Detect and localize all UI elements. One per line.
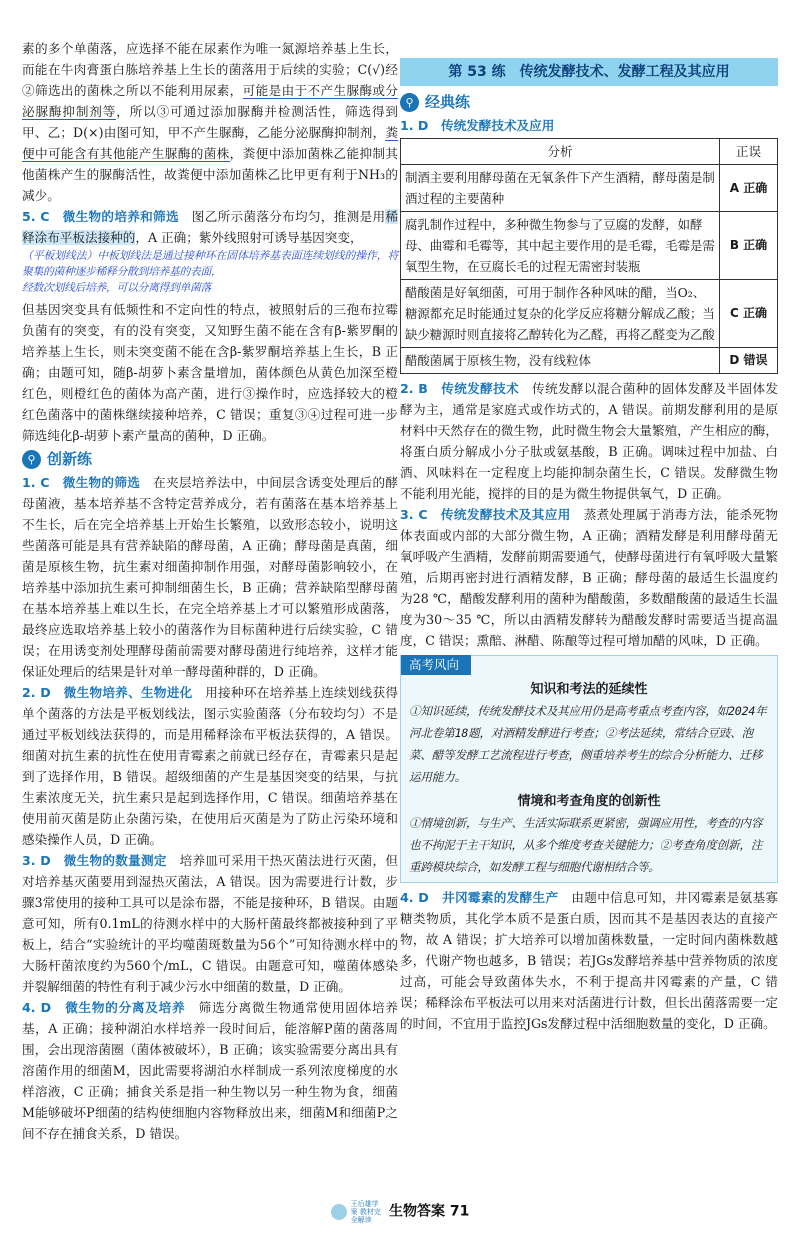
brand-name: 王后雄学案 教材完全解读 xyxy=(350,1200,381,1224)
answer-head: 4. D 井冈霉素的发酵生产 xyxy=(400,890,559,905)
exam-trend-box xyxy=(400,655,778,883)
answer-c4 xyxy=(22,997,398,1144)
header-analysis: 分析 xyxy=(401,139,720,165)
answer-head: 2. D 微生物培养、生物进化 xyxy=(22,685,193,700)
answer-5-highlight: 稀释涂布平板法接种的 xyxy=(22,209,398,245)
answer-5-head: 5. C 微生物的培养和筛选 xyxy=(22,209,179,224)
table-header-row xyxy=(401,139,778,165)
chapter-banner: 第 53 练 传统发酵技术、发酵工程及其应用 xyxy=(400,58,778,86)
answer-body: 培养皿可采用干热灭菌法进行灭菌，但对培养基灭菌要用到湿热灭菌法，A 错误。因为需要进行计数，步骤3常使用的接种工具可以是涂布器，不能是接种环，B 错误。由题意可知，所有0.1mL的待测水样中的大肠杆菌最终都被接种到了平板上，结合“实验统计的平均噬菌斑数量为56个”可知待测水样中的大肠杆菌浓度约为560个/mL，C 错误。由题意可知，噬菌体感染并裂解细菌的特性有利于减少污水中细菌的数量，D 正确。 xyxy=(22,853,399,994)
intro-underline-1: 可能是由于不产生脲酶或分泌脲酶抑制剂等 xyxy=(22,83,399,119)
intro-underline-2: 粪便中可能含有其他能产生脲酶的菌株 xyxy=(22,125,398,161)
answer-c3 xyxy=(22,850,398,997)
answer-4 xyxy=(400,887,778,1034)
answer-5-text-1: 图乙所示菌落分布均匀，推测是用 xyxy=(178,209,386,224)
answer-head: 4. D 微生物的分离及培养 xyxy=(22,1000,186,1015)
answer-body: 用接种环在培养基上连续划线获得单个菌落的方法是平板划线法，图示实验菌落（分布较均匀）不是通过平板划线法获得的，而是用稀释涂布平板法获得的，A 错误。细菌对抗生素的抗性在使用青霉素之前就已经存在，青霉素只是起到了选择作用，B 错误。超级细菌的产生是基因突变的结果，与抗生素浓度无关，抗生素只是起到选择作用，C 错误。细菌培养基在使用前灭菌是防止杂菌污染，在使用后灭菌是为了防止污染环境和感染操作人员，D 正确。 xyxy=(22,685,398,847)
brand-logo-icon xyxy=(331,1204,347,1220)
section-title: 经典练 xyxy=(425,93,471,111)
cell-analysis: 制酒主要利用酵母菌在无氧条件下产生酒精，酵母菌是制酒过程的主要菌种 xyxy=(401,165,720,212)
cell-verdict: A 正确 xyxy=(720,165,778,212)
intro-text-2: ，所以③可通过添加脲酶并检测活性，筛选得到甲、乙；D(×)由图可知，甲不产生脲酶，乙能分泌脲酶抑制剂， xyxy=(22,104,399,140)
page-number: 生物答案 71 xyxy=(389,1203,470,1220)
cell-analysis: 醋酸菌属于原核生物，没有线粒体 xyxy=(401,348,720,374)
trend-heading-1: 知识和考法的延续性 xyxy=(530,682,648,697)
analysis-table xyxy=(400,138,778,374)
trend-heading-2: 情境和考查角度的创新性 xyxy=(517,794,661,809)
search-icon: ⚲ xyxy=(400,93,419,112)
cell-analysis: 腐乳制作过程中，多种微生物参与了豆腐的发酵，如酵母、曲霉和毛霉等，其中起主要作用的是毛霉，毛霉是需氧型生物，在豆腐长毛的过程无需密封装瓶 xyxy=(401,212,720,280)
answer-c2 xyxy=(22,682,398,850)
answer-head: 3. D 微生物的数量测定 xyxy=(22,853,167,868)
section-cxl xyxy=(22,449,398,470)
section-title: 创新练 xyxy=(47,450,93,468)
table-row xyxy=(401,212,778,280)
answer-5-text-3: 但基因突变具有低频性和不定向性的特点，被照射后的三孢布拉霉负菌有的突变，有的没有突变，又知野生菌不能在含有β-紫罗酮的培养基上生长，则未突变菌不能在含β-紫罗酮培养基上生长，B 正确；由题可知，随β-胡萝卜素含量增加，菌体颜色从黄色加深至橙红色，则橙红色的菌体为高产菌，进行③操作时，应选择较大的橙红色菌落中的菌株继续接种培养，C 错误；重复③④过程可进一步筛选纯化β-胡萝卜素产量高的菌种，D 正确。 xyxy=(22,302,398,443)
page-footer xyxy=(0,1200,800,1224)
answer-body: 筛选分离微生物通常使用固体培养基，A 正确；接种湖泊水样培养一段时间后，能溶解P菌的菌落周围，会出现溶菌圈（菌体被破坏），B 正确；该实验需要分离出具有溶菌作用的细菌M，因此需要将湖泊水样制成一系列浓度梯度的水样溶液，C 正确；捕食关系是指一种生物以另一种生物为食，细菌M能够破坏P细菌的结构使细胞内容物释放出来，细菌M和细菌P之间不存在捕食关系，D 错误。 xyxy=(22,1000,399,1141)
right-column xyxy=(400,58,778,1034)
answer-head: 3. C 传统发酵技术及其应用 xyxy=(400,507,571,522)
intro-text-3: ，粪便中添加菌株乙能抑制其他菌株产生的脲酶活性，故粪便中添加菌株乙比甲更有利于NH₃的减少。 xyxy=(22,146,399,203)
answer-body: 在夹层培养法中，中间层含诱变处理后的酵母菌液，基本培养基不含特定营养成分，若有菌落在基本培养基上不生长，后在完全培养基上开始生长繁殖，以致形态较小，说明这些菌落可能是具有营养缺陷的酵母菌，A 正确；酵母菌是真菌，细菌是原核生物，抗生素对细菌抑制作用强，对酵母菌影响较小，在培养基中添加抗生素可抑制细菌生长，B 正确；营养缺陷型酵母菌在基本培养基上难以生长，在完全培养基上才可以繁殖形成菌落，最终应选取培养基上较小的菌落作为目标菌种进行后续实验，C 错误；在用诱变剂处理酵母菌前需要对酵母菌进行纯培养，这样才能保证处理后的结果是针对单一酵母菌种群的，D 正确。 xyxy=(22,475,398,679)
handwritten-note-1: （平板划线法）中板划线法是通过接种环在固体培养基表面连续划线的操作，将聚集的菌种逐步稀释分散到培养基的表面， xyxy=(22,249,398,278)
cell-verdict: C 正确 xyxy=(720,280,778,348)
trend-text-1: ①知识延续，传统发酵技术及其应用仍是高考重点考查内容，如2024年河北卷第18题，对酒精发酵进行考查；②考法延续，常结合豆豉、泡菜、醋等发酵工艺流程进行考查，侧重培养考生的综合分析能力、迁移运用能力。 xyxy=(409,704,767,784)
search-icon: ⚲ xyxy=(22,450,41,469)
table-row xyxy=(401,165,778,212)
answer-body: 传统发酵以混合菌种的固体发酵及半固体发酵为主，通常是家庭式或作坊式的，A 错误。前期发酵利用的是原材料中天然存在的微生物，此时微生物会大量繁殖，产生相应的酶，将蛋白质分解成小分子肽或氨基酸，B 正确。调味过程中加盐、白酒、风味料在一定程度上均能抑制杂菌生长，C 错误。发酵微生物不能利用光能，搅拌的目的是为微生物提供氧气，D 正确。 xyxy=(400,381,779,501)
table-row xyxy=(401,280,778,348)
intro-text-1: 素的多个单菌落，应选择不能在尿素作为唯一氮源培养基上生长，而能在牛肉膏蛋白胨培养基上生长的菌落用于后续的实验；C(√)经②筛选出的菌株之所以不能利用尿素， xyxy=(22,41,398,98)
answer-body: 由题中信息可知，井冈霉素是氨基寡糖类物质，其化学本质不是蛋白质，因而其不是基因表达的直接产物，故 A 错误；扩大培养可以增加菌株数量，一定时间内菌株数越多，代谢产物也越多，B 错误；若JGs发酵培养基中营养物质的浓度过高，可能会导致菌体失水，不利于提高井冈霉素的产量，C 错误；稀释涂布平板法可以用来对活菌进行计数，但长出菌落需要一定的时间，不宜用于监控JGs发酵过程中活细胞数量的变化，D 正确。 xyxy=(400,890,779,1031)
answer-5-text-2: ，A 正确；紫外线照射可诱导基因突变， xyxy=(135,230,363,245)
header-verdict: 正误 xyxy=(720,139,778,165)
answer-5 xyxy=(22,206,398,248)
section-jdl xyxy=(400,92,778,113)
trend-text-2: ①情境创新，与生产、生活实际联系更紧密，强调应用性，考查的内容也不拘泥于主干知识，从多个维度考查关键能力；②考查角度创新，注重跨模块综合，如发酵工程与细胞代谢相结合等。 xyxy=(409,816,763,874)
exam-trend-tab: 高考风向 xyxy=(401,655,471,675)
answer-3 xyxy=(400,504,778,651)
answer-head: 2. B 传统发酵技术 xyxy=(400,381,520,396)
intro-paragraph xyxy=(22,38,398,206)
cell-verdict: D 错误 xyxy=(720,348,778,374)
table-row xyxy=(401,348,778,374)
answer-1-head: 1. D 传统发酵技术及应用 xyxy=(400,118,555,133)
answer-2 xyxy=(400,378,778,504)
answer-head: 1. C 微生物的筛选 xyxy=(22,475,141,490)
cell-analysis: 醋酸菌是好氧细菌，可用于制作各种风味的醋，当O₂、糖源都充足时能通过复杂的化学反应将糖分解成乙酸；当缺少糖源时则直接将乙醇转化为乙醛，再将乙醛变为乙酸 xyxy=(401,280,720,348)
left-column xyxy=(22,38,398,1144)
answer-body: 蒸煮处理属于消毒方法，能杀死物体表面或内部的大部分微生物，A 正确；酒精发酵是利用酵母菌无氧呼吸产生酒精，发酵前期需要通气，使酵母菌进行有氧呼吸大量繁殖，后期再密封进行酒精发酵，B 正确；酵母菌的最适生长温度约为28 ℃，醋酸发酵利用的菌种为醋酸菌，多数醋酸菌的最适生长温度为30～35 ℃，所以由酒精发酵转为醋酸发酵时需要适当提高温度，C 错误；熏醅、淋醋、陈酿等过程可增加醋的风味，D 正确。 xyxy=(400,507,778,648)
handwritten-note-2: 经数次划线后培养，可以分离得到单菌落 xyxy=(22,281,211,294)
cell-verdict: B 正确 xyxy=(720,212,778,280)
answer-c1 xyxy=(22,472,398,682)
